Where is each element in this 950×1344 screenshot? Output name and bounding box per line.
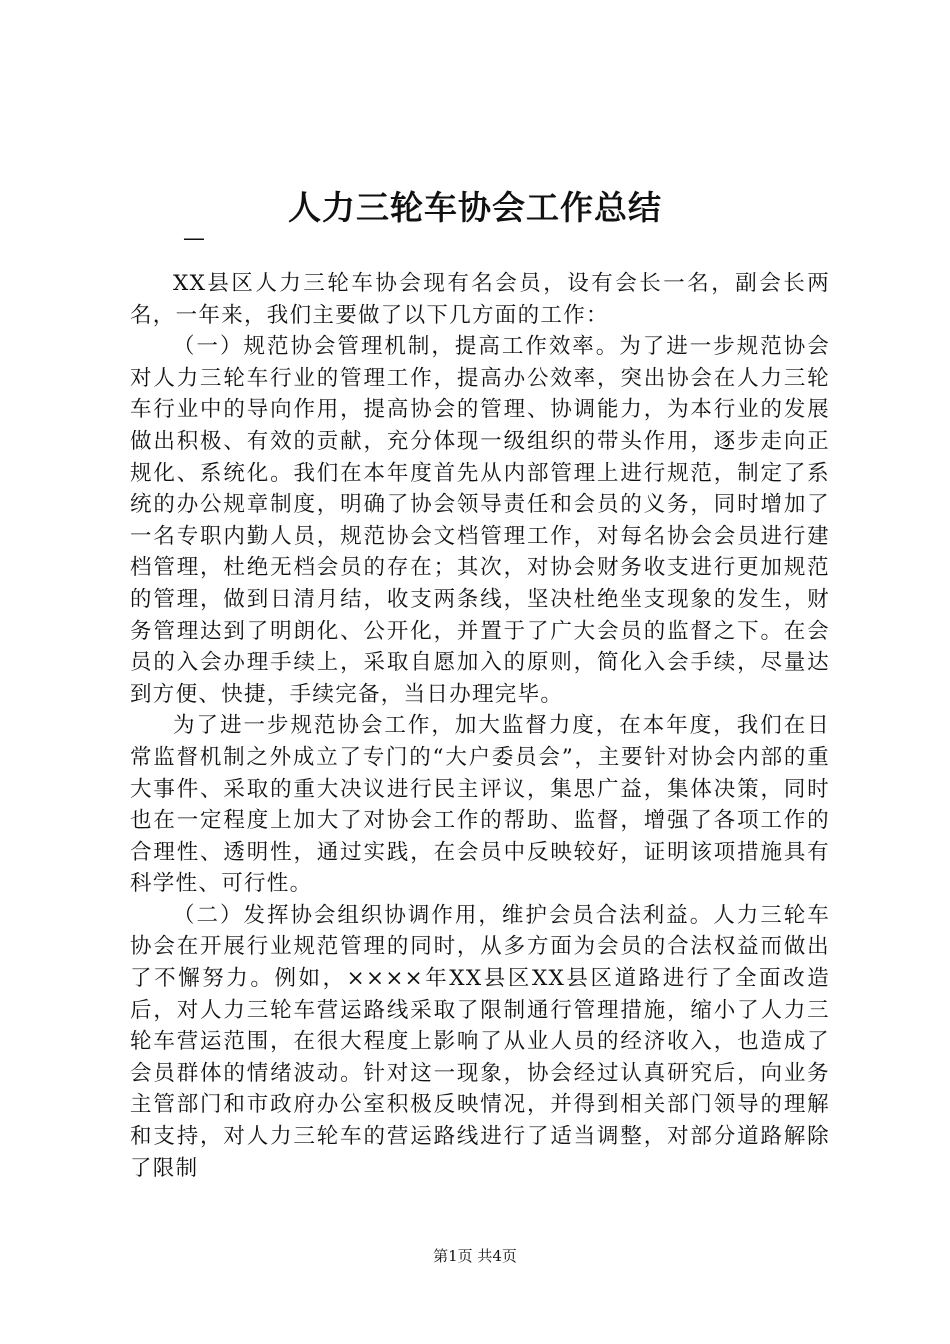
paragraph-intro: XX县区人力三轮车协会现有名会员，设有会长一名，副会长两名，一年来，我们主要做了以下几方面的工作： bbox=[130, 271, 830, 328]
page-footer: 第1页 共4页 bbox=[433, 1247, 517, 1265]
paragraph-section-2: （二）发挥协会组织协调作用，维护会员合法利益。人力三轮车协会在开展行业规范管理的同时，从多方面为会员的合法权益而做出了不懈努力。例如，××××年XX县区XX县区道路进行了全面改造后，对人力三轮车营运路线采取了限制通行管理措施，缩小了人力三轮车营运范围，在很大程度上影响了从业人员的经济收入，也造成了会员群体的情绪波动。针对这一现象，协会经过认真研究后，向业务主管部门和市政府办公室积极反映情况，并得到相关部门领导的理解和支持，对人力三轮车的营运路线进行了适当调整，对部分道路解除了限制 bbox=[130, 902, 830, 1181]
section-dash: — bbox=[183, 226, 205, 251]
paragraph-supervision: 为了进一步规范协会工作，加大监督力度，在本年度，我们在日常监督机制之外成立了专门的“大户委员会”，主要针对协会内部的重大事件、采取的重大决议进行民主评议，集思广益，集体决策，同时也在一定程度上加大了对协会工作的帮助、监督，增强了各项工作的合理性、透明性，通过实践，在会员中反映较好，证明该项措施具有科学性、可行性。 bbox=[130, 713, 830, 897]
document-body bbox=[130, 268, 830, 1184]
document-title: 人力三轮车协会工作总结 bbox=[288, 188, 662, 227]
paragraph-section-1: （一）规范协会管理机制，提高工作效率。为了进一步规范协会对人力三轮车行业的管理工作，提高办公效率，突出协会在人力三轮车行业中的导向作用，提高协会的管理、协调能力，为本行业的发展做出积极、有效的贡献，充分体现一级组织的带头作用，逐步走向正规化、系统化。我们在本年度首先从内部管理上进行规范，制定了系统的办公规章制度，明确了协会领导责任和会员的义务，同时增加了一名专职内勤人员，规范协会文档管理工作，对每名协会会员进行建档管理，杜绝无档会员的存在；其次，对协会财务收支进行更加规范的管理，做到日清月结，收支两条线，坚决杜绝坐支现象的发生，财务管理达到了明朗化、公开化，并置于了广大会员的监督之下。在会员的入会办理手续上，采取自愿加入的原则，简化入会手续，尽量达到方便、快捷，手续完备，当日办理完毕。 bbox=[130, 334, 830, 707]
